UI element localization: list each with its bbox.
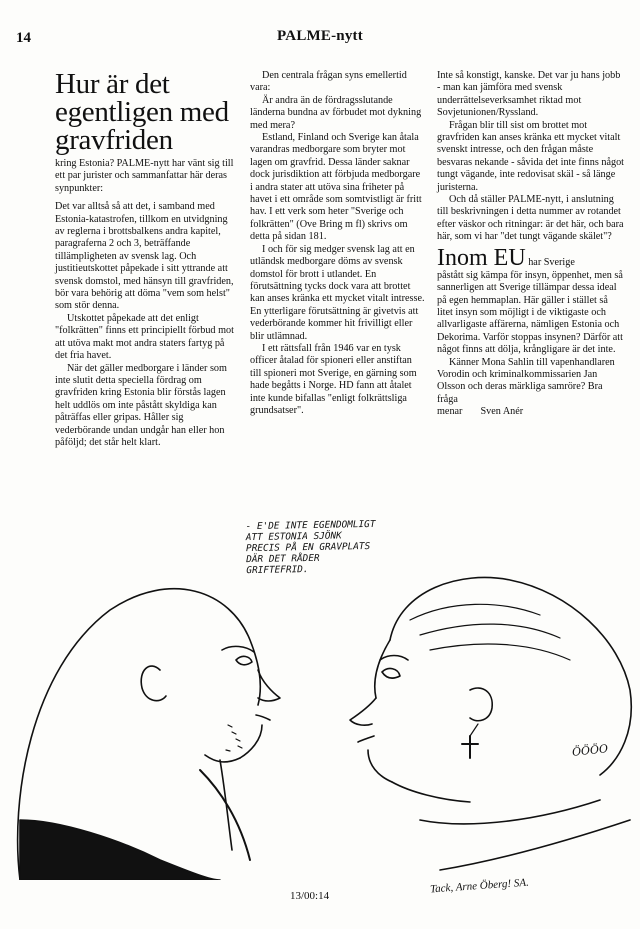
left-man-jaw [205,755,240,762]
paragraph: Den centrala frågan syns emellertid vara: [250,70,407,94]
subheading-text: Inom EU [437,244,526,271]
left-man-nose [258,670,280,701]
left-man-stubble [226,725,242,751]
right-woman-collar [420,800,600,824]
right-woman-shoulder [440,820,630,870]
right-woman-ear [470,688,492,721]
caption-line: - E'DE INTE EGENDOMLIGT [245,518,376,533]
paragraph: Estland, Finland och Sverige kan åtala varandras medborgare som bryter mot lagen om gravfrid. Dessa länder saknar dock jurisdiktion att förbjuda medborgare i andra stater att utöva sina friheter på havet i ett område som somtvistligt är fritt hav. I ett verk som heter "Sverige och folkrätten" (Ove Bring m fl) skrivs om detta på sidan 181. [250,132,422,243]
paragraph: I ett rättsfall från 1946 var en tysk officer åtalad för spioneri eller anstiftan till spioneri mot Sverige, en gärning som hade begåtts i Norge. HD fann att åtalet inte kunde bifallas "enligt folkrättsliga grundsatser". [250,342,417,416]
right-woman-cross-chain [470,724,478,736]
article-column-3 [437,70,625,419]
byline-author: Sven Anér [480,406,524,418]
article-column-2 [250,70,425,417]
right-woman-chin [368,750,392,782]
paragraph: påstått sig kämpa för insyn, öppenhet, men så sannerligen att Sverige tillämpar dessa ideal på egen hemmaplan. Här gäller i stället så litet insyn som möjligt i de viktigaste och allvarligaste affärerna, nämligen Estonia och Dekorima. Varför stoppas insynen? Därför att något finns att dölja, krångligare är det inte. [437,269,623,356]
caption-line: DÄR DET RÅDER [246,552,320,566]
subheading-continuation: har Sverige [528,256,575,268]
cartoonist-signature: ÖÖÖO [571,742,609,759]
byline [437,406,625,418]
left-man-neck [220,760,232,850]
paragraph: Frågan blir till sist om brottet mot gravfriden kan anses kränka ett mycket vitalt svenskt intresse, och den frågan måste besvaras nekande - såvida det inte finns något tungt vägande, inte redovisat skäl - så länge juristerna. [437,119,624,193]
paragraph: Det var alltså så att det, i samband med Estonia-katastrofen, tillkom en utvidgning av reglerna i brottsbalkens andra kapitel, paragraferna 2 och 3, beträffande tillämpligheten av svensk lag. Och justitieutskottet påpekade i sitt yttrande att svensk domstol, med hänsyn till gravfriden, bör vara behörig att döma "vem som helst" som stör denna. [55,201,234,312]
left-man-mouth [256,715,270,720]
paragraph: När det gäller medborgare i länder som inte slutit detta speciella fördrag om gravfriden kring Estonia blir förstås lagen helt uddlös om inte påstått skyldiga kan påträffas eller gripas. Håller sig vederbörande undan undgår han eller hon påföljd; det står helt klart. [55,362,227,448]
caption-line: ATT ESTONIA SJÖNK [245,530,342,544]
paragraph: kring Estonia? PALME-nytt har vänt sig till ett par jurister och sammanfattar här deras synpunkter: [55,158,234,194]
paragraph: Inte så konstigt, kanske. Det var ju hans jobb - man kan jämföra med svensk underrättelseverksamhet riktad mot Sovjetunionen/Ryssland. [437,70,621,119]
left-man-eyebrow [222,646,254,652]
left-man-jacket [20,820,220,880]
caption-line: PRECIS PÅ EN GRAVPLATS [245,540,371,555]
page-number: 14 [16,30,31,46]
paragraph: Och då ställer PALME-nytt, i anslutning till beskrivningen i detta nummer av rotandet efter väskor och ritningar: är det här, och bara här, som vi har "det tungt vägande skälet"? [437,194,624,243]
right-woman-hair-strands [410,604,570,660]
caption-line: GRIFTEFRID. [246,564,309,577]
right-woman-nose [350,698,376,725]
right-woman-eyebrow [380,656,408,661]
footer-code: 13/00:14 [290,890,330,902]
left-man-ear [141,666,166,701]
right-woman-cross [462,736,478,758]
subheading-inom-eu [437,246,625,270]
headline: Hur är det egentligen med gravfriden [55,68,229,156]
right-woman-neck [392,782,470,802]
cartoon-caption [246,519,377,576]
left-man-chin [240,725,262,758]
left-man-collar [200,770,250,860]
right-woman-eye [382,669,400,679]
handwritten-thanks: Tack, Arne Öberg! SA. [429,876,530,896]
paragraph: Är andra än de fördragsslutande länderna bundna av förbudet mot dykning med mera? [250,94,422,131]
left-man-eye [236,656,252,664]
article-column-1 [55,70,235,449]
right-woman-mouth [358,736,374,742]
byline-verb: menar [437,406,463,418]
paragraph: Känner Mona Sahlin till vapenhandlaren Vorodin och kriminalkommissarien Jan Olsson och deras märkliga samröre? Bra fråga [437,356,615,405]
running-head: PALME-nytt [277,28,363,44]
paragraph: Utskottet påpekade att det enligt "folkrätten" finns ett principiellt förbud mot att utöva makt mot andra staters fartyg på det fria havet. [55,312,234,362]
paragraph: I och för sig medger svensk lag att en utländsk medborgare döms av svensk domstol för brott i utlandet. En förutsättning tycks dock vara att brottet kan anses kränka ett mycket vitalt intresse. En ytterligare förutsättning är givetvis att vederbörande kommer hit frivilligt eller blir utlämnad. [250,243,425,342]
